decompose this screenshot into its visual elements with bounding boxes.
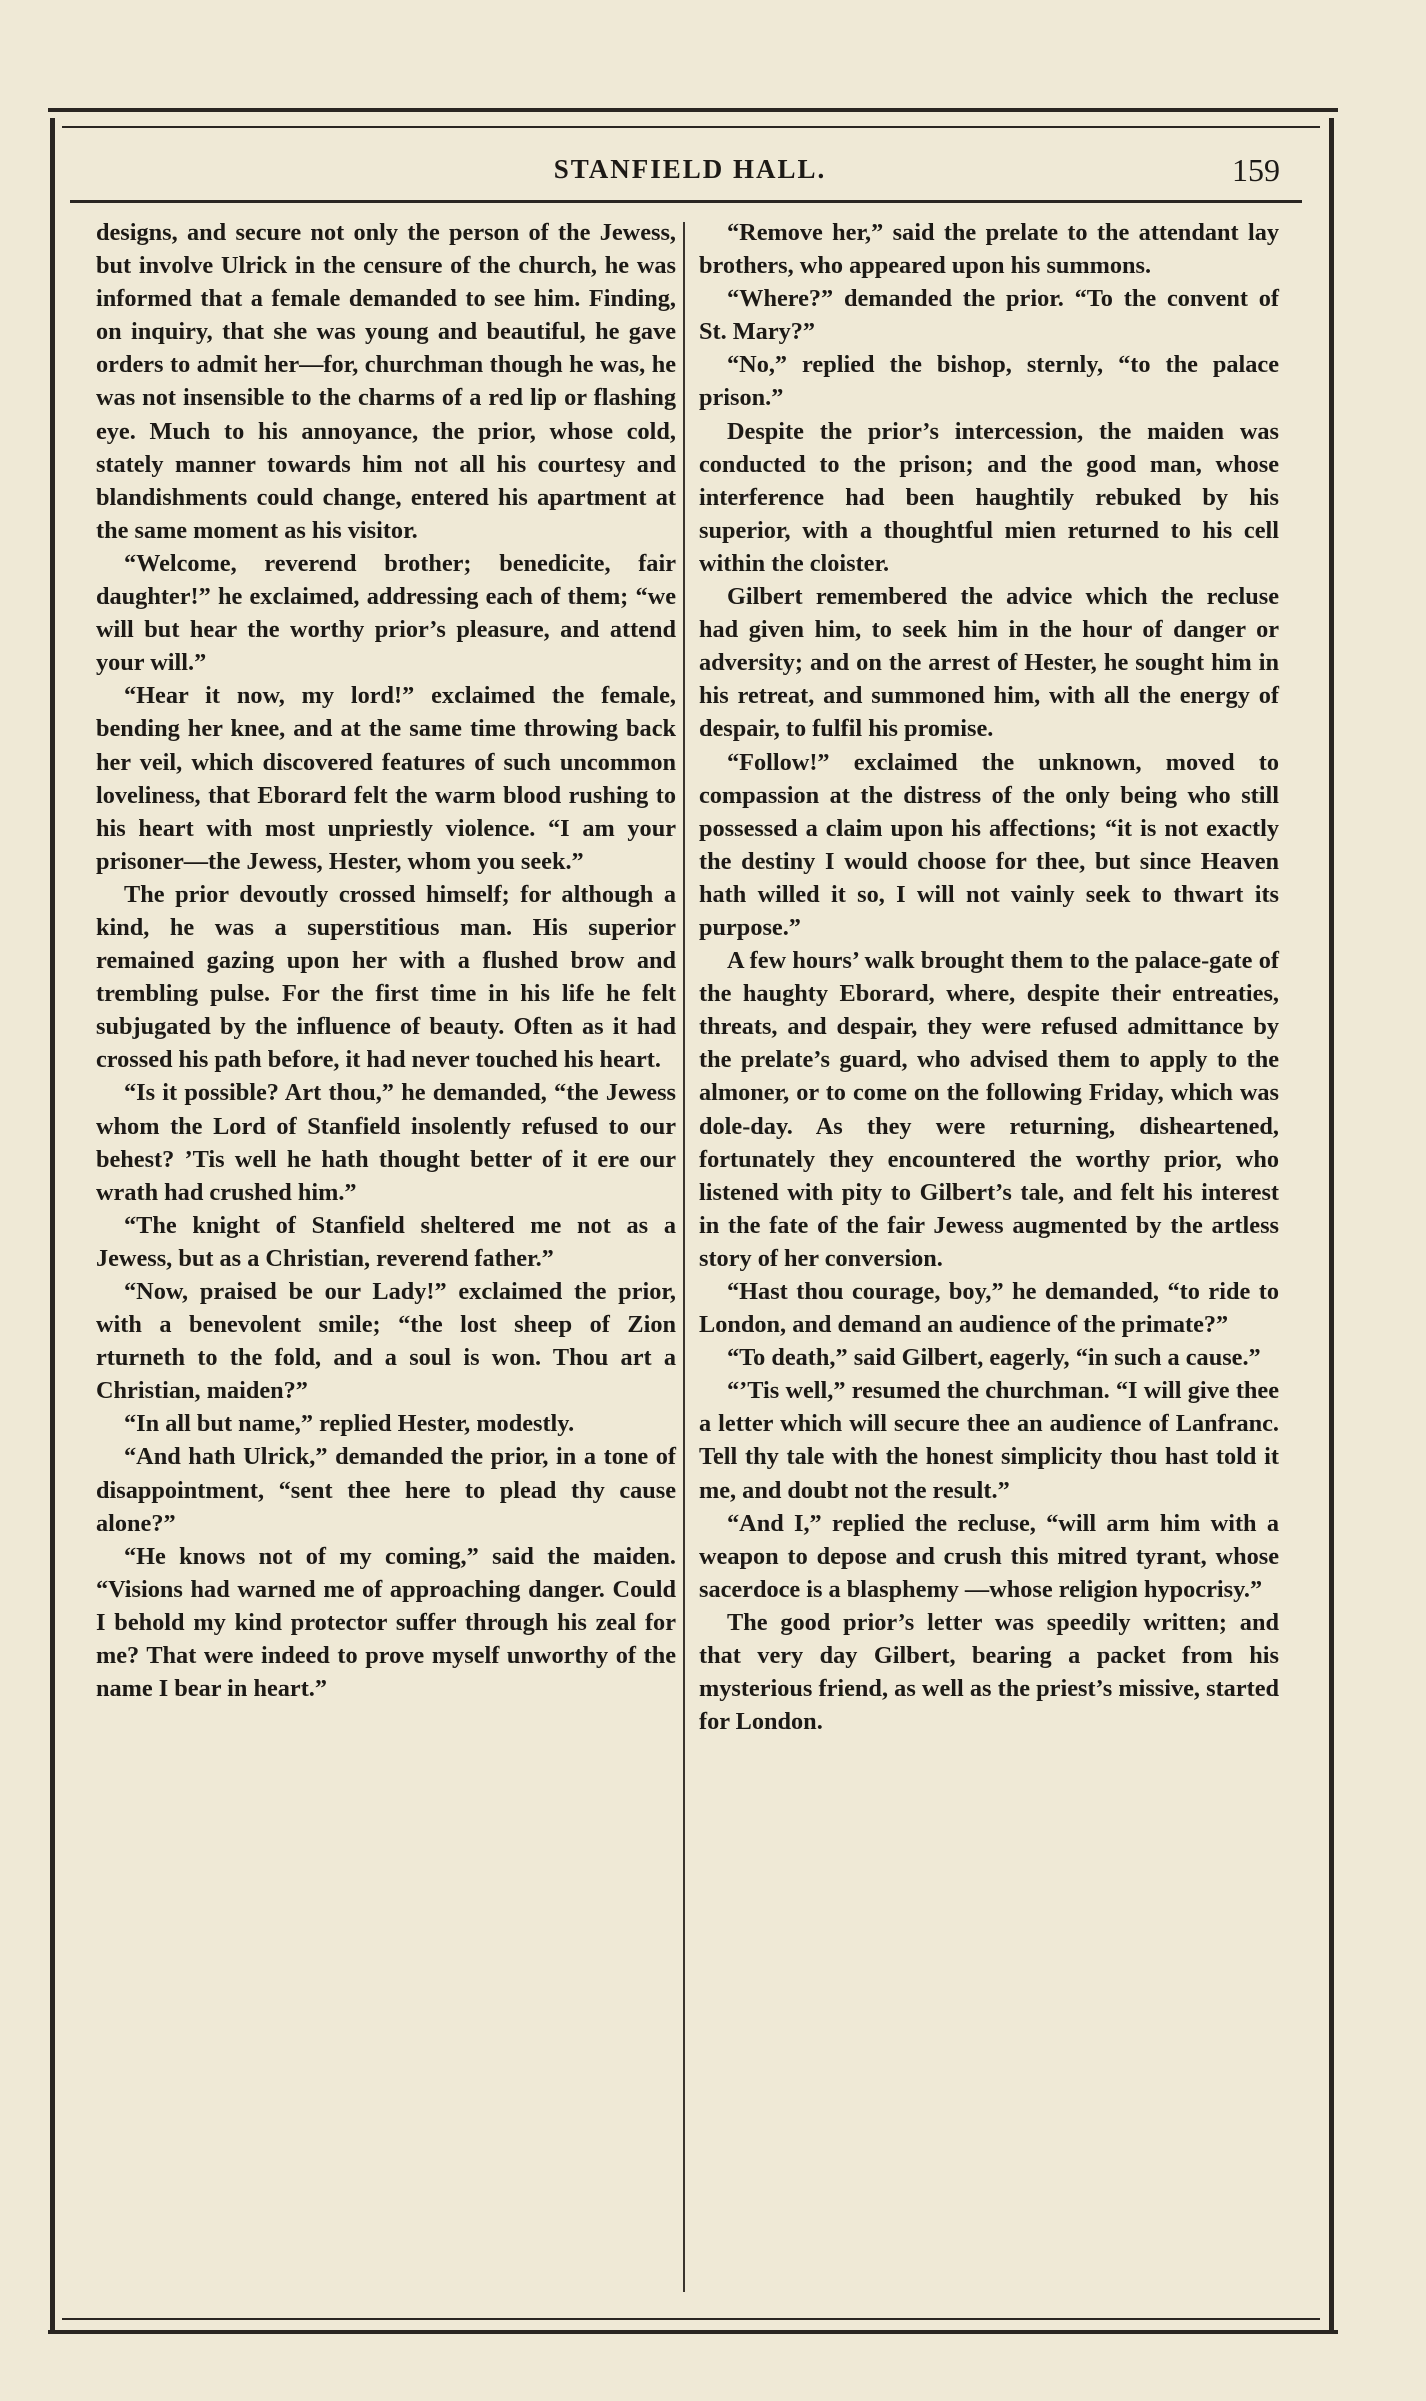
header-rule	[70, 200, 1302, 203]
paragraph: Despite the prior’s intercession, the maiden was conducted to the prison; and the good man, whose interference had been haughtily rebuked by his superior, with a thoughtful mien returned to his cell within the cloister.	[699, 417, 1279, 577]
top-border-rule	[48, 108, 1338, 112]
paragraph: “Remove her,” said the prelate to the attendant lay brothers, who appeared upon his summons.	[699, 219, 1279, 280]
running-head	[70, 148, 1310, 198]
paragraph: The prior devoutly crossed himself; for although a kind, he was a superstitious man. His superior remained gazing upon her with a flushed brow and trembling pulse. For the first time in his life he felt subjugated by the influence of beauty. Often as it had crossed his path before, it had never touched his heart.	[96, 880, 676, 1074]
paragraph: “Where?” demanded the prior. “To the convent of St. Mary?”	[699, 285, 1279, 346]
paragraph: Gilbert remembered the advice which the recluse had given him, to seek him in the hour of danger or adversity; and on the arrest of Hester, he sought him in his retreat, and summoned him, with all the energy of despair, to fulfil his promise.	[699, 583, 1279, 743]
bottom-inner-rule	[62, 2318, 1320, 2320]
paragraph: “And hath Ulrick,” demanded the prior, in a tone of disappointment, “sent thee here to plead thy cause alone?”	[96, 1443, 676, 1537]
paragraph: “Welcome, reverend brother; benedicite, fair daughter!” he exclaimed, addressing each of them; “we will but hear the worthy prior’s pleasure, and attend your will.”	[96, 549, 676, 677]
paragraph: “Follow!” exclaimed the unknown, moved to compassion at the distress of the only being who still possessed a claim upon his affections; “it is not exactly the destiny I would choose for thee, but since Heaven hath willed it so, I will not vainly seek to thwart its purpose.”	[699, 748, 1279, 941]
bottom-border-rule	[48, 2330, 1338, 2334]
right-column	[699, 216, 1279, 1738]
paragraph: “Hast thou courage, boy,” he demanded, “to ride to London, and demand an audience of the primate?”	[699, 1278, 1279, 1339]
left-column	[96, 216, 676, 1705]
paragraph: A few hours’ walk brought them to the palace-gate of the haughty Eborard, where, despite their entreaties, threats, and despair, they were refused admittance by the prelate’s guard, who advised them to apply to the almoner, or to come on the following Friday, which was dole-day. As they were returning, disheartened, fortunately they encountered the worthy prior, who listened with pity to Gilbert’s tale, and felt his interest in the fate of the fair Jewess augmented by the artless story of her conversion.	[699, 947, 1279, 1272]
paragraph: “Is it possible? Art thou,” he demanded, “the Jewess whom the Lord of Stanfield insolently refused to our behest? ’Tis well he hath thought better of it ere our wrath had crushed him.”	[96, 1079, 676, 1206]
paragraph: “He knows not of my coming,” said the maiden. “Visions had warned me of approaching danger. Could I behold my kind protector suffer through his zeal for me? That were indeed to prove myself unworthy of the name I bear in heart.”	[96, 1542, 676, 1703]
paragraph: “’Tis well,” resumed the churchman. “I will give thee a letter which will secure thee an audience of Lanfranc. Tell thy tale with the honest simplicity thou hast told it me, and doubt not the result.”	[699, 1377, 1279, 1504]
paragraph: The good prior’s letter was speedily written; and that very day Gilbert, bearing a packet from his mysterious friend, as well as the priest’s missive, started for London.	[699, 1608, 1279, 1736]
column-divider	[683, 222, 685, 2292]
paragraph: “No,” replied the bishop, sternly, “to the palace prison.”	[699, 351, 1279, 412]
page-number: 159	[1232, 152, 1280, 188]
paragraph: “The knight of Stanfield sheltered me not as a Jewess, but as a Christian, reverend father.”	[96, 1211, 676, 1272]
paragraph: “In all but name,” replied Hester, modestly.	[124, 1410, 575, 1438]
paragraph: “To death,” said Gilbert, eagerly, “in such a cause.”	[727, 1344, 1261, 1372]
running-title: STANFIELD HALL.	[553, 154, 827, 184]
paragraph: designs, and secure not only the person of the Jewess, but involve Ulrick in the censure of the church, he was informed that a female demanded to see him. Finding, on inquiry, that she was young and beautiful, he gave orders to admit her—for, churchman though he was, he was not insensible to the charms of a red lip or flashing eye. Much to his annoyance, the prior, whose cold, stately manner towards him not all his courtesy and blandishments could change, entered his apartment at the same moment as his visitor.	[96, 219, 676, 544]
paragraph: “Now, praised be our Lady!” exclaimed the prior, with a benevolent smile; “the lost sheep of Zion rturneth to the fold, and a soul is won. Thou art a Christian, maiden?”	[96, 1278, 676, 1405]
paragraph: “And I,” replied the recluse, “will arm him with a weapon to depose and crush this mitred tyrant, whose sacerdoce is a blasphemy —whose religion hypocrisy.”	[699, 1509, 1279, 1603]
paragraph: “Hear it now, my lord!” exclaimed the female, bending her knee, and at the same time throwing back her veil, which discovered features of such uncommon loveliness, that Eborard felt the warm blood rushing to his heart with most unpriestly violence. “I am your prisoner—the Jewess, Hester, whom you seek.”	[96, 682, 676, 875]
